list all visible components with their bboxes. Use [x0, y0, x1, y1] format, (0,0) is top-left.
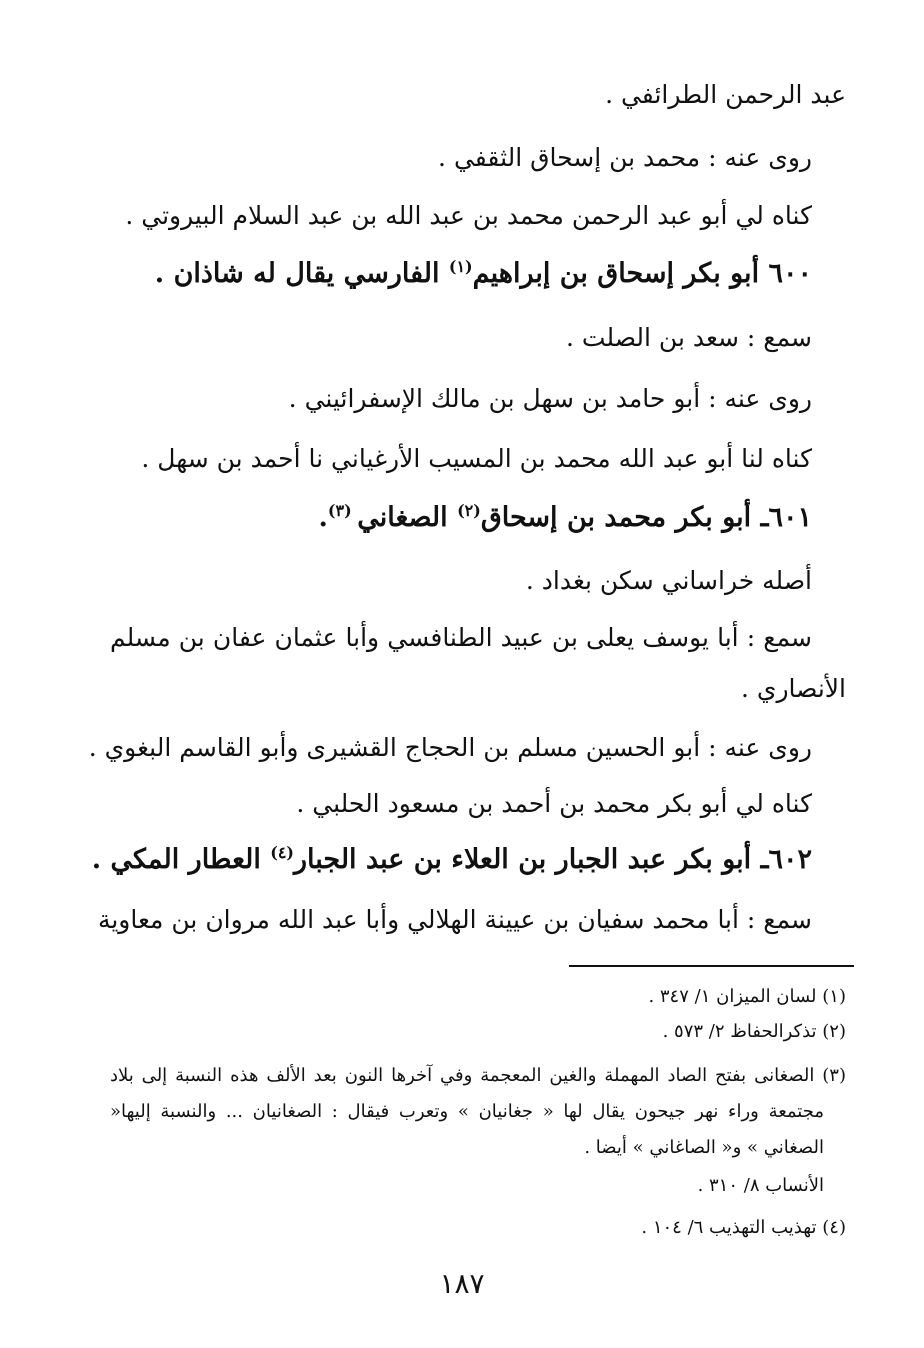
- entry-600-nisba: الفارسي يقال له شاذان .: [154, 258, 449, 289]
- footnote-2: (٢) تذكرالحفاظ ٢/ ٥٧٣ .: [662, 1021, 846, 1042]
- footnote-separator: [569, 965, 854, 967]
- footnote-ref-2: (٢): [457, 501, 481, 520]
- body-line-12: سمع : أبا محمد سفيان بن عيينة الهلالي وأبا عبد الله مروان بن معاوية: [97, 905, 812, 934]
- footnote-3-line-2: مجتمعة وراء نهر جيحون يقال لها « جغانيان » وتعرب فيقال : الصغانيان ... والنسبة إليها«: [110, 1101, 824, 1122]
- footnote-ref-1: (١): [448, 257, 473, 276]
- body-line-6: كناه لنا أبو عبد الله محمد بن المسيب الأرغياني نا أحمد بن سهل .: [141, 444, 812, 473]
- footnote-3-line-3: الصغاني » و« الصاغاني » أيضا .: [584, 1137, 824, 1158]
- entry-602-title: ٦٠٢ـ أبو بكر عبد الجبار بن العلاء بن عبد الجبار: [293, 844, 812, 875]
- body-line-4: سمع : سعد بن الصلت .: [566, 323, 812, 352]
- body-line-10: روى عنه : أبو الحسين مسلم بن الحجاج القشيرى وأبو القاسم البغوي .: [88, 733, 812, 762]
- body-line-9: الأنصاري .: [741, 674, 846, 703]
- body-line-3: كناه لي أبو عبد الرحمن محمد بن عبد الله بن عبد السلام البيروتي .: [125, 201, 812, 230]
- body-line-2: روى عنه : محمد بن إسحاق الثقفي .: [438, 143, 812, 172]
- entry-601-nisba: الصغاني: [357, 502, 458, 533]
- body-line-5: روى عنه : أبو حامد بن سهل بن مالك الإسفرائيني .: [288, 384, 812, 413]
- footnote-1: (١) لسان الميزان ١/ ٣٤٧ .: [648, 986, 846, 1007]
- entry-602-nisba: العطار المكي .: [91, 844, 271, 875]
- entry-601-title: ٦٠١ـ أبو بكر محمد بن إسحاق: [480, 502, 812, 533]
- body-line-8: سمع : أبا يوسف يعلى بن عبيد الطنافسي وأبا عثمان عفان بن مسلم: [110, 623, 812, 652]
- body-line-11: كناه لي أبو بكر محمد بن أحمد بن مسعود الحلبي .: [296, 789, 812, 818]
- body-line-7: أصله خراساني سكن بغداد .: [525, 566, 812, 595]
- body-line-1: عبد الرحمن الطرائفي .: [605, 80, 846, 109]
- entry-600-title: ٦٠٠ أبو بكر إسحاق بن إبراهيم: [472, 258, 812, 289]
- footnote-3-source: الأنساب ٨/ ٣١٠ .: [697, 1175, 824, 1196]
- footnote-4: (٤) تهذيب التهذيب ٦/ ١٠٤ .: [641, 1217, 846, 1238]
- entry-600-heading: [110, 257, 812, 291]
- entry-601-heading: [110, 501, 812, 535]
- entry-601-period: .: [318, 502, 328, 533]
- page-number: ١٨٧: [439, 1267, 485, 1300]
- entry-602-heading: [91, 843, 812, 877]
- footnote-3-line-1: (٣) الصغانى بفتح الصاد المهملة والغين المعجمة وفي آخرها النون بعد الألف هذه النسبة إلى بلاد: [110, 1065, 846, 1086]
- footnote-ref-3: (٣): [327, 501, 358, 520]
- footnote-ref-4: (٤): [270, 843, 294, 862]
